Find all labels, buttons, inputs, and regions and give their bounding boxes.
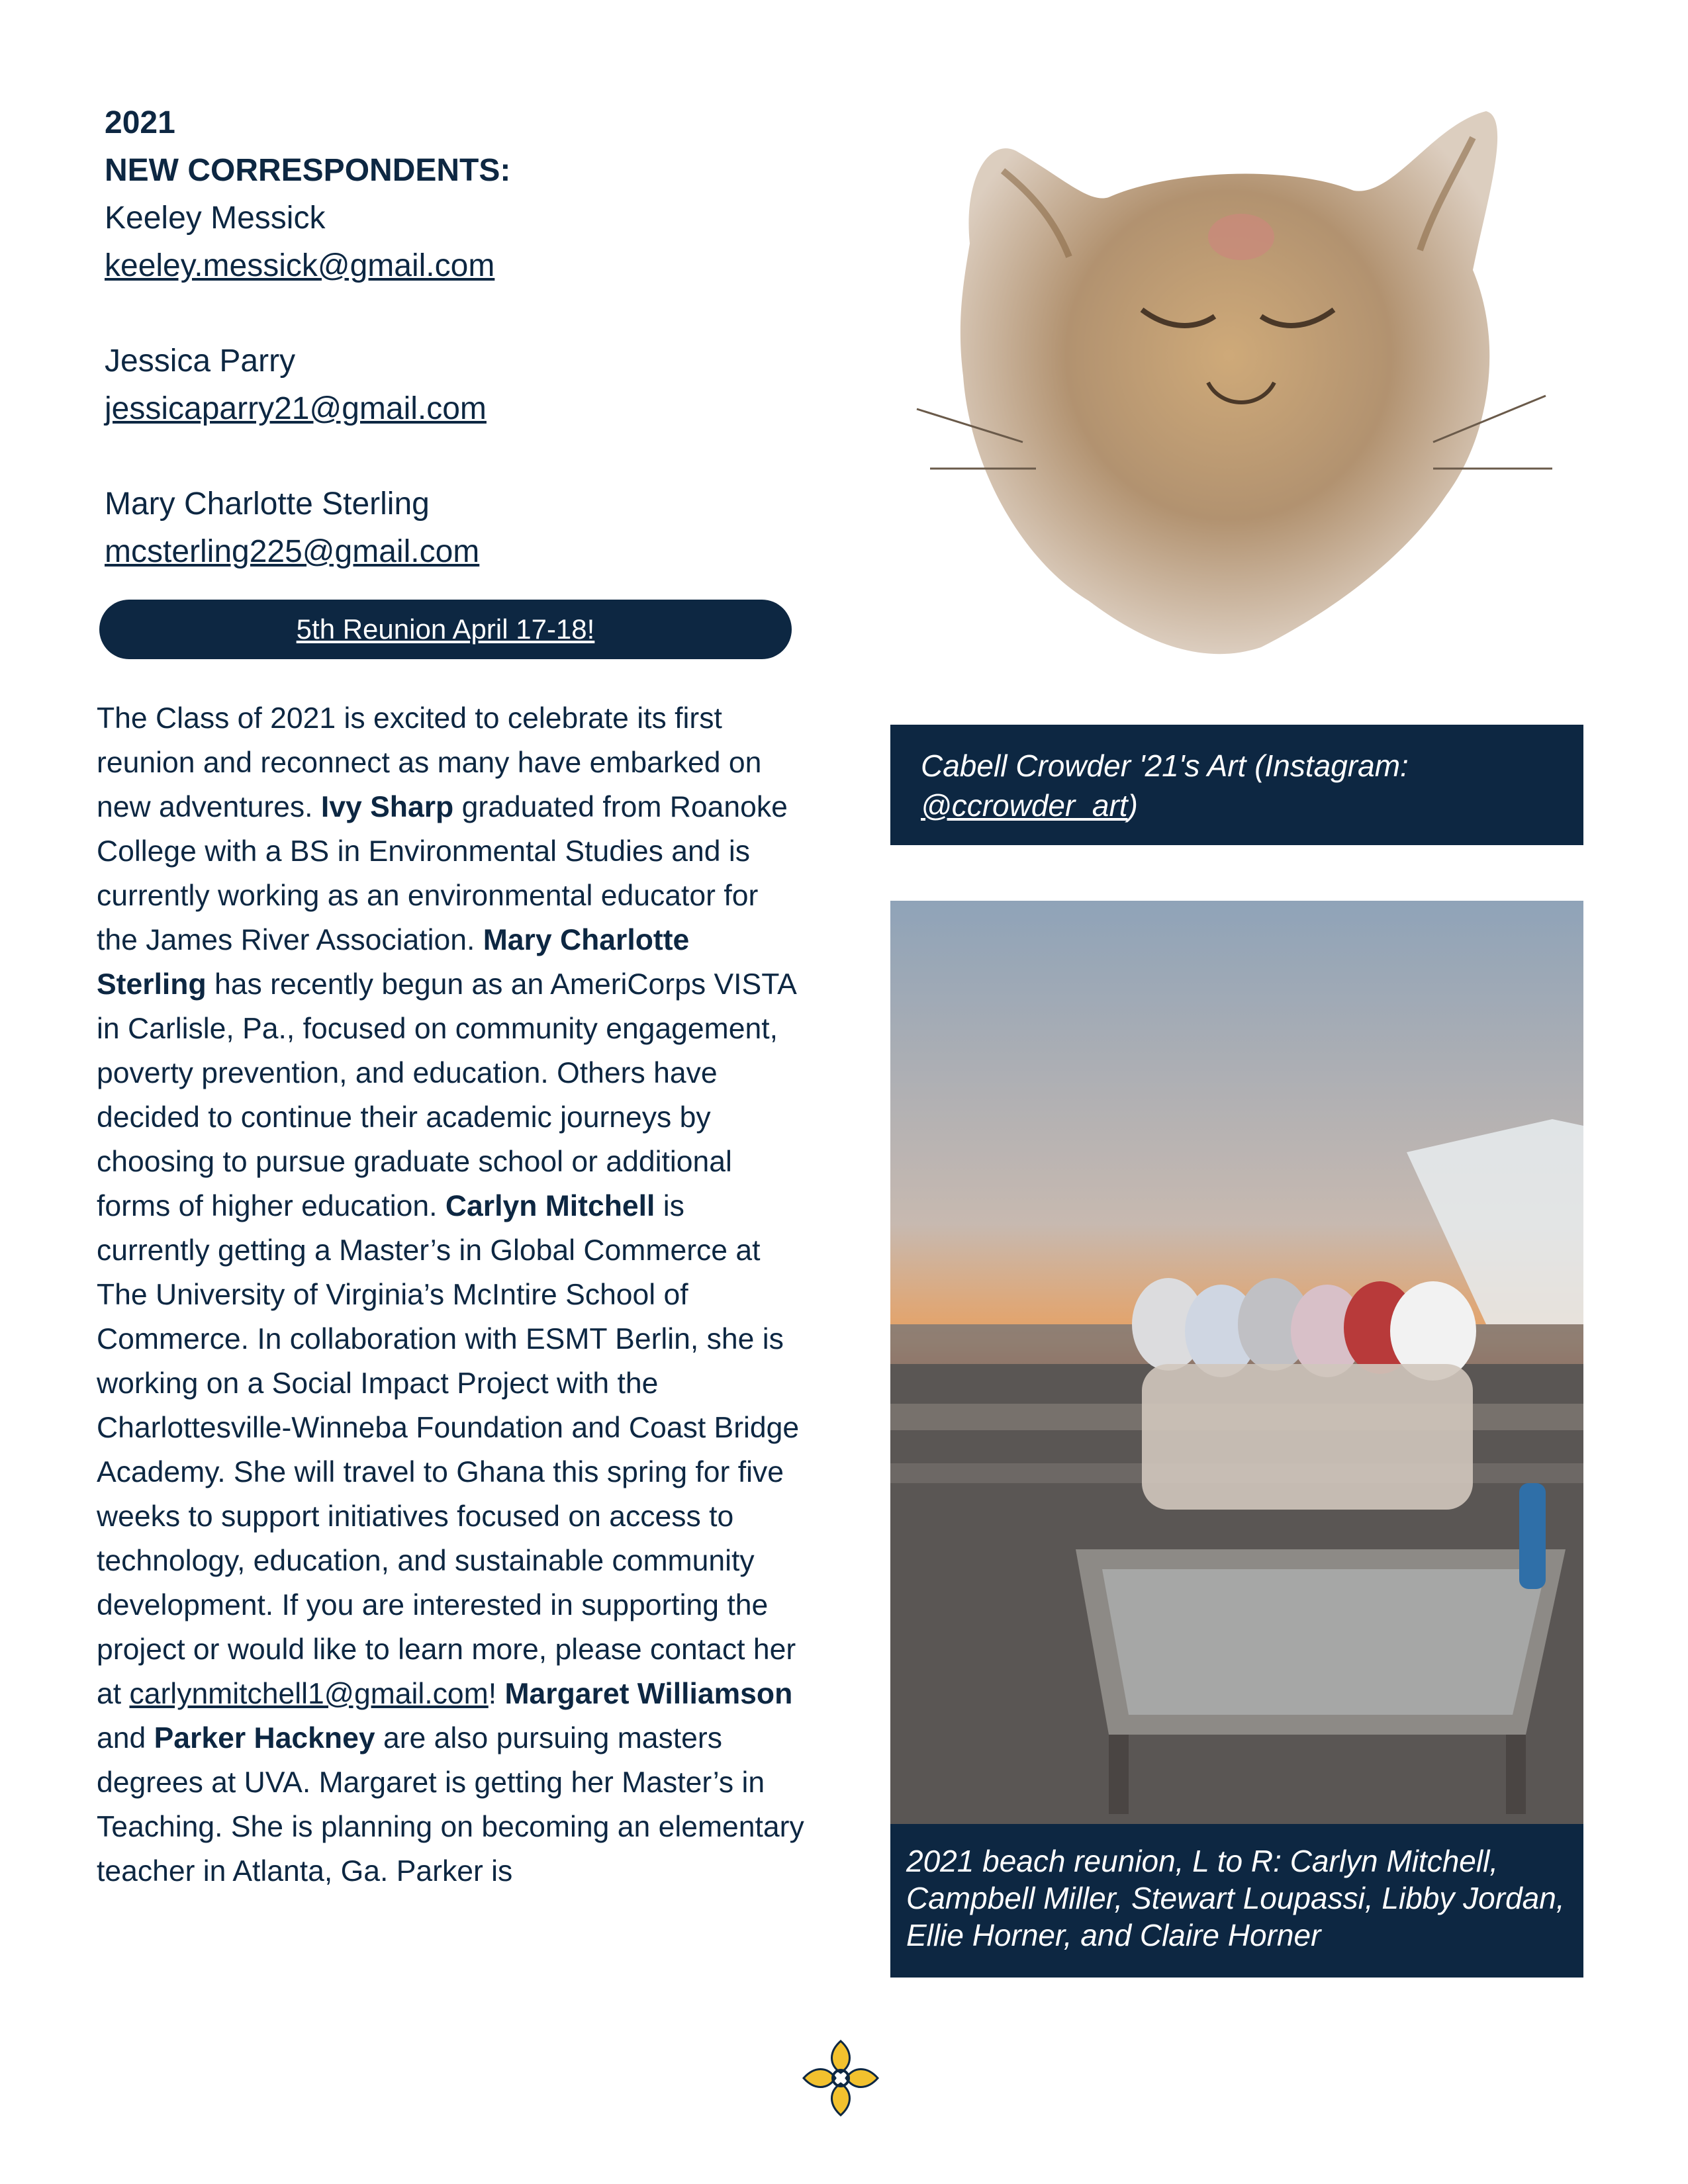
class-notes-article xyxy=(97,696,805,1893)
correspondent-name: Keeley Messick xyxy=(105,201,326,236)
reunion-banner-link[interactable]: 5th Reunion April 17-18! xyxy=(99,600,792,659)
classmate-name: Mary Charlotte Sterling xyxy=(97,924,690,1001)
article-text: The Class of 2021 is excited to celebrate its first reunion and reconnect as many have embarked on new adventures. xyxy=(97,702,762,823)
article-text: ! xyxy=(488,1678,505,1710)
correspondents-heading: NEW CORRESPONDENTS: xyxy=(105,153,511,188)
quatrefoil-logo-icon xyxy=(801,2038,880,2118)
beach-photo-caption: 2021 beach reunion, L to R: Carlyn Mitchell, Campbell Miller, Stewart Loupassi, Libby Jordan, Ellie Horner, and Claire Horner xyxy=(890,1824,1583,1978)
art-caption-text: Cabell Crowder '21's Art (Instagram: xyxy=(921,749,1409,783)
article-text: graduated from Roanoke College with a BS in Environmental Studies and is currently working as an environmental educator for the James River Association. xyxy=(97,791,788,956)
instagram-handle-link[interactable]: @ccrowder_art xyxy=(921,788,1128,823)
beach-reunion-photo xyxy=(890,901,1583,1824)
article-text: and xyxy=(97,1722,154,1754)
cat-drawing-image xyxy=(890,98,1579,694)
classmate-name: Margaret Williamson xyxy=(504,1678,793,1710)
correspondent-email-link[interactable]: jessicaparry21@gmail.com xyxy=(105,391,487,426)
classmate-name: Parker Hackney xyxy=(154,1722,375,1754)
article-text: is currently getting a Master’s in Global Commerce at The University of Virginia’s McIntire School of Commerce. In collaboration with ESMT Berlin, she is working on a Social Impact Project with the Charlottesville-Winneba Foundation and Coast Bridge Academy. She will travel to Ghana this spring for five weeks to support initiatives focused on access to technology, education, and sustainable community development. If you are interested in supporting the project or would like to learn more, please contact her at xyxy=(97,1190,800,1710)
article-text: has recently begun as an AmeriCorps VISTA in Carlisle, Pa., focused on community engagement, poverty prevention, and education. Others have decided to continue their academic journeys by choosing to pursue graduate school or additional forms of higher education. xyxy=(97,968,796,1222)
article-paragraph xyxy=(97,696,805,1893)
class-year: 2021 xyxy=(105,105,175,140)
correspondent-name: Jessica Parry xyxy=(105,343,296,379)
correspondent-email-link[interactable]: mcsterling225@gmail.com xyxy=(105,534,480,569)
art-caption xyxy=(890,725,1583,845)
classmate-name: Carlyn Mitchell xyxy=(445,1190,655,1222)
classmate-name: Ivy Sharp xyxy=(320,791,454,823)
carlyn-email-link[interactable]: carlynmitchell1@gmail.com xyxy=(129,1678,489,1710)
article-text: are also pursuing masters degrees at UVA. Margaret is getting her Master’s in Teaching. She is planning on becoming an elementary teacher in Atlanta, Ga. Parker is xyxy=(97,1722,804,1888)
correspondent-email-link[interactable]: keeley.messick@gmail.com xyxy=(105,248,495,283)
correspondent-name: Mary Charlotte Sterling xyxy=(105,486,430,522)
art-caption-close: ) xyxy=(1127,788,1138,823)
correspondents-block xyxy=(105,99,767,576)
